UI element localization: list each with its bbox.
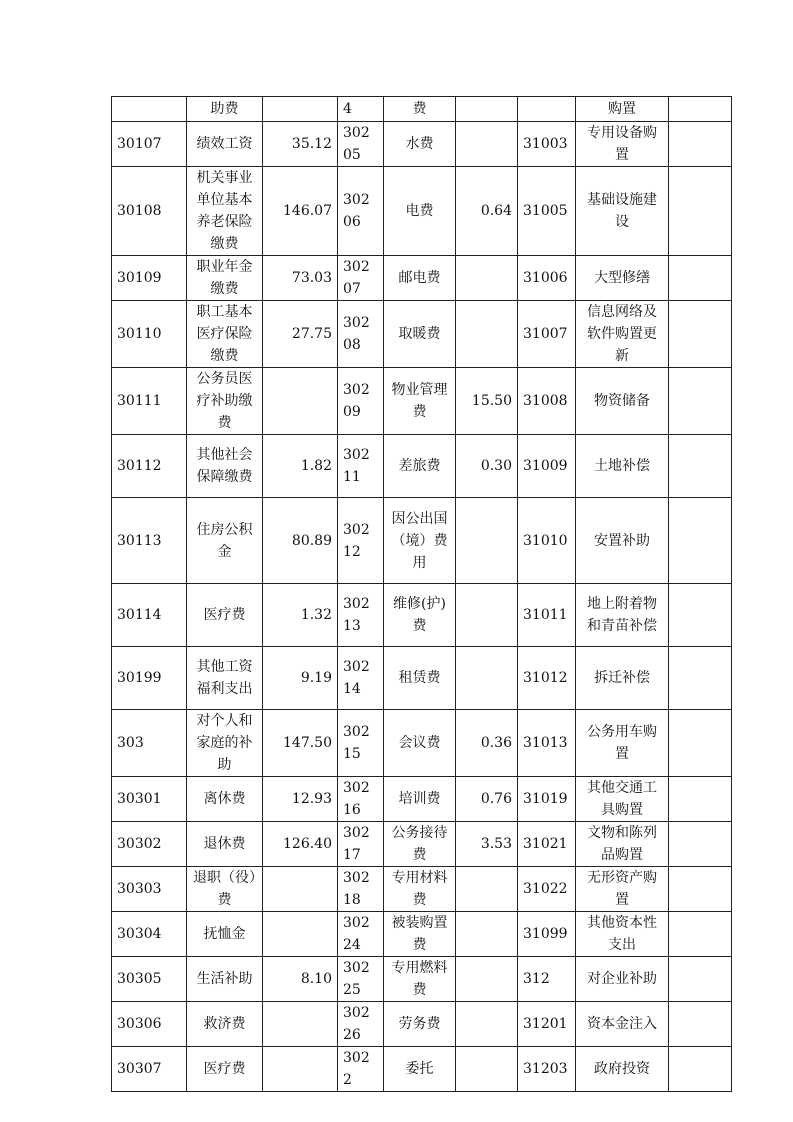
amount-3-cell xyxy=(669,822,732,867)
amount-2-cell xyxy=(456,256,518,301)
table-row xyxy=(112,256,732,301)
item-name-cell: 助费 xyxy=(187,97,263,122)
item-name-2-cell: 会议费 xyxy=(384,710,456,777)
econ-code-3-cell xyxy=(518,97,576,122)
econ-code-cell: 303 xyxy=(112,710,187,777)
amount-2-cell xyxy=(456,301,518,368)
amount-2-cell xyxy=(456,122,518,167)
item-name-2-cell: 差旅费 xyxy=(384,435,456,498)
budget-expenditure-table xyxy=(111,96,732,1092)
amount-cell: 9.19 xyxy=(263,647,338,710)
econ-code-3-cell: 31010 xyxy=(518,498,576,584)
econ-code-cell: 30109 xyxy=(112,256,187,301)
table-row xyxy=(112,301,732,368)
item-name-3-cell: 地上附着物和青苗补偿 xyxy=(576,584,669,647)
item-name-3-cell: 拆迁补偿 xyxy=(576,647,669,710)
amount-cell xyxy=(263,912,338,957)
econ-code-2-cell: 30213 xyxy=(338,584,384,647)
amount-3-cell xyxy=(669,167,732,256)
amount-cell xyxy=(263,1002,338,1047)
amount-cell: 126.40 xyxy=(263,822,338,867)
item-name-3-cell: 其他资本性支出 xyxy=(576,912,669,957)
amount-2-cell xyxy=(456,647,518,710)
econ-code-cell: 30110 xyxy=(112,301,187,368)
amount-2-cell xyxy=(456,957,518,1002)
econ-code-2-cell: 30216 xyxy=(338,777,384,822)
econ-code-2-cell: 30205 xyxy=(338,122,384,167)
econ-code-2-cell: 30226 xyxy=(338,1002,384,1047)
amount-3-cell xyxy=(669,777,732,822)
item-name-2-cell: 电费 xyxy=(384,167,456,256)
amount-cell: 35.12 xyxy=(263,122,338,167)
amount-3-cell xyxy=(669,1047,732,1092)
item-name-cell: 职业年金缴费 xyxy=(187,256,263,301)
item-name-3-cell: 土地补偿 xyxy=(576,435,669,498)
amount-cell: 146.07 xyxy=(263,167,338,256)
econ-code-2-cell: 30208 xyxy=(338,301,384,368)
amount-cell xyxy=(263,1047,338,1092)
item-name-3-cell: 购置 xyxy=(576,97,669,122)
amount-3-cell xyxy=(669,368,732,435)
table-row xyxy=(112,867,732,912)
table-row xyxy=(112,435,732,498)
amount-2-cell: 3.53 xyxy=(456,822,518,867)
amount-cell xyxy=(263,368,338,435)
econ-code-3-cell: 31006 xyxy=(518,256,576,301)
item-name-cell: 救济费 xyxy=(187,1002,263,1047)
table-row xyxy=(112,167,732,256)
item-name-cell: 住房公积金 xyxy=(187,498,263,584)
econ-code-3-cell: 31201 xyxy=(518,1002,576,1047)
econ-code-3-cell: 31007 xyxy=(518,301,576,368)
item-name-cell: 抚恤金 xyxy=(187,912,263,957)
amount-3-cell xyxy=(669,122,732,167)
amount-cell: 80.89 xyxy=(263,498,338,584)
amount-2-cell: 0.64 xyxy=(456,167,518,256)
amount-2-cell xyxy=(456,1002,518,1047)
amount-3-cell xyxy=(669,1002,732,1047)
item-name-3-cell: 其他交通工具购置 xyxy=(576,777,669,822)
econ-code-cell: 30301 xyxy=(112,777,187,822)
amount-2-cell: 0.36 xyxy=(456,710,518,777)
econ-code-3-cell: 31012 xyxy=(518,647,576,710)
amount-2-cell: 0.76 xyxy=(456,777,518,822)
econ-code-cell: 30199 xyxy=(112,647,187,710)
econ-code-2-cell: 30217 xyxy=(338,822,384,867)
item-name-2-cell: 维修(护)费 xyxy=(384,584,456,647)
amount-cell: 1.82 xyxy=(263,435,338,498)
econ-code-3-cell: 31003 xyxy=(518,122,576,167)
amount-3-cell xyxy=(669,97,732,122)
item-name-2-cell: 物业管理费 xyxy=(384,368,456,435)
amount-2-cell: 0.30 xyxy=(456,435,518,498)
amount-3-cell xyxy=(669,435,732,498)
amount-2-cell xyxy=(456,498,518,584)
item-name-2-cell: 取暖费 xyxy=(384,301,456,368)
econ-code-3-cell: 31009 xyxy=(518,435,576,498)
item-name-3-cell: 公务用车购置 xyxy=(576,710,669,777)
econ-code-2-cell: 30214 xyxy=(338,647,384,710)
amount-cell xyxy=(263,97,338,122)
econ-code-cell: 30302 xyxy=(112,822,187,867)
item-name-3-cell: 安置补助 xyxy=(576,498,669,584)
econ-code-cell: 30107 xyxy=(112,122,187,167)
econ-code-3-cell: 31099 xyxy=(518,912,576,957)
econ-code-cell: 30111 xyxy=(112,368,187,435)
table-row xyxy=(112,1002,732,1047)
amount-3-cell xyxy=(669,256,732,301)
table-row xyxy=(112,122,732,167)
item-name-2-cell: 培训费 xyxy=(384,777,456,822)
item-name-cell: 其他工资福利支出 xyxy=(187,647,263,710)
item-name-2-cell: 被装购置费 xyxy=(384,912,456,957)
item-name-2-cell: 专用材料费 xyxy=(384,867,456,912)
item-name-2-cell: 劳务费 xyxy=(384,1002,456,1047)
econ-code-2-cell: 30206 xyxy=(338,167,384,256)
item-name-cell: 对个人和家庭的补助 xyxy=(187,710,263,777)
item-name-cell: 生活补助 xyxy=(187,957,263,1002)
item-name-cell: 绩效工资 xyxy=(187,122,263,167)
item-name-cell: 职工基本医疗保险缴费 xyxy=(187,301,263,368)
item-name-3-cell: 政府投资 xyxy=(576,1047,669,1092)
item-name-2-cell: 邮电费 xyxy=(384,256,456,301)
item-name-2-cell: 费 xyxy=(384,97,456,122)
econ-code-cell: 30114 xyxy=(112,584,187,647)
econ-code-3-cell: 31021 xyxy=(518,822,576,867)
econ-code-2-cell: 30212 xyxy=(338,498,384,584)
item-name-cell: 公务员医疗补助缴费 xyxy=(187,368,263,435)
item-name-3-cell: 无形资产购置 xyxy=(576,867,669,912)
econ-code-3-cell: 31005 xyxy=(518,167,576,256)
econ-code-cell: 30306 xyxy=(112,1002,187,1047)
econ-code-3-cell: 31203 xyxy=(518,1047,576,1092)
table-row xyxy=(112,957,732,1002)
econ-code-3-cell: 31008 xyxy=(518,368,576,435)
amount-cell xyxy=(263,867,338,912)
table-row xyxy=(112,777,732,822)
amount-cell: 1.32 xyxy=(263,584,338,647)
econ-code-2-cell: 30225 xyxy=(338,957,384,1002)
amount-cell: 27.75 xyxy=(263,301,338,368)
econ-code-2-cell: 30207 xyxy=(338,256,384,301)
item-name-3-cell: 大型修缮 xyxy=(576,256,669,301)
amount-cell: 8.10 xyxy=(263,957,338,1002)
item-name-2-cell: 水费 xyxy=(384,122,456,167)
item-name-3-cell: 物资储备 xyxy=(576,368,669,435)
econ-code-2-cell: 30215 xyxy=(338,710,384,777)
econ-code-cell: 30303 xyxy=(112,867,187,912)
table-row xyxy=(112,912,732,957)
amount-2-cell xyxy=(456,97,518,122)
econ-code-2-cell: 3022 xyxy=(338,1047,384,1092)
amount-cell: 147.50 xyxy=(263,710,338,777)
econ-code-cell: 30113 xyxy=(112,498,187,584)
econ-code-2-cell: 30211 xyxy=(338,435,384,498)
item-name-3-cell: 对企业补助 xyxy=(576,957,669,1002)
amount-3-cell xyxy=(669,584,732,647)
table-row xyxy=(112,647,732,710)
table-row xyxy=(112,368,732,435)
item-name-2-cell: 公务接待费 xyxy=(384,822,456,867)
econ-code-3-cell: 31019 xyxy=(518,777,576,822)
econ-code-2-cell: 30224 xyxy=(338,912,384,957)
table-row xyxy=(112,498,732,584)
item-name-cell: 机关事业单位基本养老保险缴费 xyxy=(187,167,263,256)
econ-code-3-cell: 312 xyxy=(518,957,576,1002)
item-name-2-cell: 专用燃料费 xyxy=(384,957,456,1002)
table-row xyxy=(112,97,732,122)
item-name-cell: 医疗费 xyxy=(187,1047,263,1092)
table-row xyxy=(112,822,732,867)
item-name-cell: 退职（役）费 xyxy=(187,867,263,912)
item-name-cell: 其他社会保障缴费 xyxy=(187,435,263,498)
econ-code-2-cell: 30209 xyxy=(338,368,384,435)
amount-3-cell xyxy=(669,498,732,584)
econ-code-3-cell: 31013 xyxy=(518,710,576,777)
amount-3-cell xyxy=(669,867,732,912)
amount-3-cell xyxy=(669,647,732,710)
item-name-2-cell: 租赁费 xyxy=(384,647,456,710)
econ-code-3-cell: 31011 xyxy=(518,584,576,647)
econ-code-cell: 30108 xyxy=(112,167,187,256)
econ-code-2-cell: 4 xyxy=(338,97,384,122)
table-row xyxy=(112,1047,732,1092)
item-name-2-cell: 因公出国（境）费用 xyxy=(384,498,456,584)
amount-3-cell xyxy=(669,957,732,1002)
amount-cell: 73.03 xyxy=(263,256,338,301)
econ-code-cell: 30112 xyxy=(112,435,187,498)
econ-code-2-cell: 30218 xyxy=(338,867,384,912)
amount-2-cell xyxy=(456,867,518,912)
econ-code-cell: 30304 xyxy=(112,912,187,957)
amount-cell: 12.93 xyxy=(263,777,338,822)
item-name-cell: 医疗费 xyxy=(187,584,263,647)
econ-code-cell: 30305 xyxy=(112,957,187,1002)
table-row xyxy=(112,710,732,777)
table-row xyxy=(112,584,732,647)
item-name-cell: 退休费 xyxy=(187,822,263,867)
econ-code-cell xyxy=(112,97,187,122)
amount-2-cell xyxy=(456,1047,518,1092)
item-name-2-cell: 委托 xyxy=(384,1047,456,1092)
econ-code-3-cell: 31022 xyxy=(518,867,576,912)
amount-3-cell xyxy=(669,710,732,777)
amount-2-cell xyxy=(456,912,518,957)
amount-2-cell: 15.50 xyxy=(456,368,518,435)
amount-3-cell xyxy=(669,301,732,368)
item-name-3-cell: 基础设施建设 xyxy=(576,167,669,256)
amount-2-cell xyxy=(456,584,518,647)
amount-3-cell xyxy=(669,912,732,957)
item-name-cell: 离休费 xyxy=(187,777,263,822)
item-name-3-cell: 信息网络及软件购置更新 xyxy=(576,301,669,368)
econ-code-cell: 30307 xyxy=(112,1047,187,1092)
item-name-3-cell: 文物和陈列品购置 xyxy=(576,822,669,867)
item-name-3-cell: 资本金注入 xyxy=(576,1002,669,1047)
item-name-3-cell: 专用设备购置 xyxy=(576,122,669,167)
